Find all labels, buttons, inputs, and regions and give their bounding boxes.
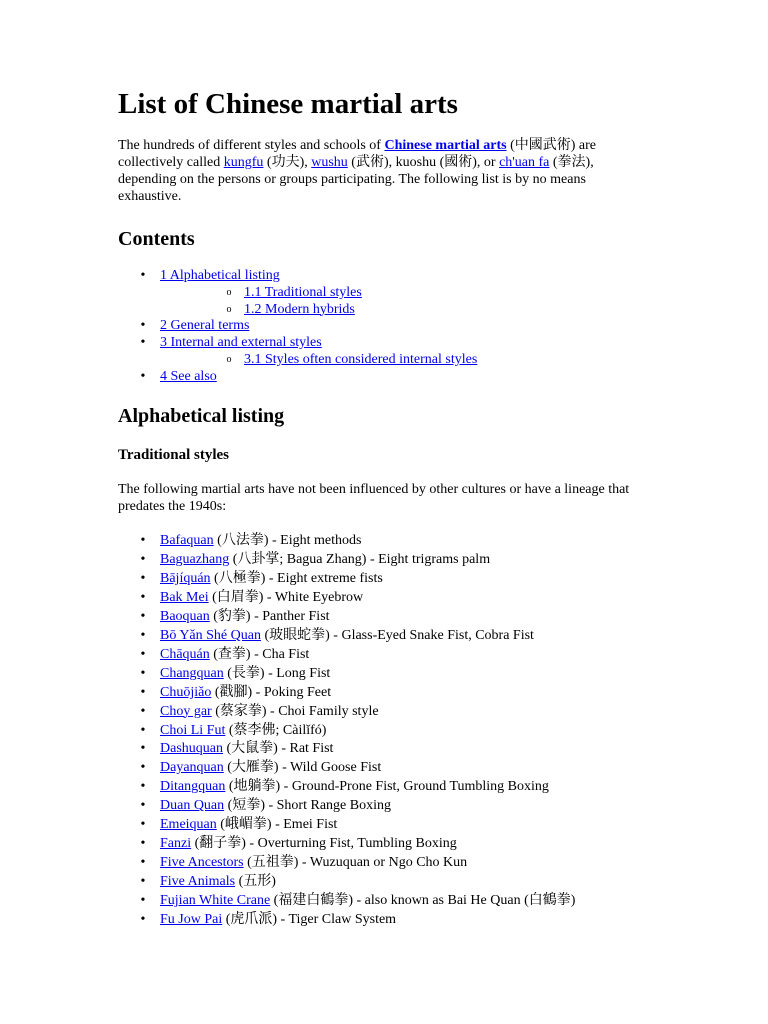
list-item: [118, 911, 575, 930]
list-item: [118, 740, 575, 759]
list-item: [118, 532, 575, 551]
style-link[interactable]: Five Ancestors: [160, 855, 244, 871]
style-link[interactable]: Chāquán: [160, 646, 210, 662]
page-title: List of Chinese martial arts: [118, 88, 458, 120]
list-item: [118, 665, 575, 684]
style-link[interactable]: Dashuquan: [160, 741, 223, 757]
bullet-icon: •: [140, 760, 146, 776]
style-link[interactable]: Bō Yǎn Shé Quan: [160, 627, 261, 643]
styles-list: [118, 532, 575, 930]
bullet-icon: •: [140, 589, 146, 605]
bullet-icon: •: [140, 741, 146, 757]
bullet-icon: •: [140, 684, 146, 700]
list-item: [118, 570, 575, 589]
list-item: [118, 722, 575, 741]
bullet-icon: •: [140, 551, 146, 567]
toc-subitem: [160, 285, 477, 302]
list-item: [118, 759, 575, 778]
circle-bullet-icon: o: [226, 286, 232, 298]
style-description: (大鼠拳) - Rat Fist: [223, 741, 334, 757]
bullet-icon: •: [140, 855, 146, 871]
traditional-intro: The following martial arts have not been influenced by other cultures or have a lineage that predates the 1940s:: [118, 482, 630, 514]
section-heading-alphabetical: Alphabetical listing: [118, 405, 285, 427]
toc-link-see-also[interactable]: 4 See also: [160, 368, 217, 384]
style-link[interactable]: Duan Quan: [160, 798, 225, 814]
style-description: (大雁拳) - Wild Goose Fist: [223, 760, 382, 776]
toc-item: [118, 318, 477, 335]
list-item: [118, 892, 575, 911]
bullet-icon: •: [140, 703, 146, 719]
bullet-icon: •: [140, 817, 146, 833]
toc-sublist: [160, 285, 477, 319]
toc-link-traditional-styles[interactable]: 1.1 Traditional styles: [244, 284, 362, 300]
style-link[interactable]: Bak Mei: [160, 589, 209, 605]
style-description: (五形): [235, 874, 276, 890]
style-description: (地躺拳) - Ground-Prone Fist, Ground Tumbling Boxing: [225, 779, 549, 795]
toc-subitem: [160, 352, 477, 369]
style-description: (白眉拳) - White Eyebrow: [208, 589, 364, 605]
style-description: (八極拳) - Eight extreme fists: [210, 570, 383, 586]
link-wushu[interactable]: wushu: [311, 155, 348, 170]
bullet-icon: •: [140, 912, 146, 928]
list-item: [118, 835, 575, 854]
style-link[interactable]: Ditangquan: [160, 779, 226, 795]
bullet-icon: •: [140, 893, 146, 909]
bullet-icon: •: [140, 627, 146, 643]
intro-text: (功夫),: [263, 155, 312, 170]
style-description: (戳腳) - Poking Feet: [211, 684, 332, 700]
style-description: (查拳) - Cha Fist: [209, 646, 310, 662]
bullet-icon: •: [140, 798, 146, 814]
toc-link-general-terms[interactable]: 2 General terms: [160, 318, 250, 334]
list-item: [118, 608, 575, 627]
bullet-icon: •: [140, 874, 146, 890]
list-item: [118, 551, 575, 570]
toc-subitem: [160, 302, 477, 319]
intro-text: (中國武術) are collectively called: [118, 138, 596, 170]
bullet-icon: •: [140, 779, 146, 795]
circle-bullet-icon: o: [226, 353, 232, 365]
bullet-icon: •: [140, 533, 146, 548]
list-item: [118, 703, 575, 722]
list-item: [118, 646, 575, 665]
list-item: [118, 627, 575, 646]
list-item: [118, 589, 575, 608]
bullet-icon: •: [140, 608, 146, 624]
bullet-icon: •: [140, 268, 146, 283]
bullet-icon: •: [140, 722, 146, 738]
style-link[interactable]: Choi Li Fut: [160, 722, 226, 738]
bullet-icon: •: [140, 570, 146, 586]
list-item: [118, 778, 575, 797]
toc-link-modern-hybrids[interactable]: 1.2 Modern hybrids: [244, 301, 355, 317]
table-of-contents: [118, 268, 477, 386]
link-chuan-fa[interactable]: ch'uan fa: [499, 155, 550, 170]
bullet-icon: •: [140, 335, 146, 351]
style-link[interactable]: Fujian White Crane: [160, 893, 271, 909]
link-chinese-martial-arts[interactable]: Chinese martial arts: [384, 138, 507, 153]
list-item: [118, 797, 575, 816]
toc-item: [118, 369, 477, 386]
style-link[interactable]: Choy gar: [160, 703, 212, 719]
style-link[interactable]: Chuōjiǎo: [160, 684, 212, 700]
style-description: (玻眼蛇拳) - Glass-Eyed Snake Fist, Cobra Fist: [260, 627, 534, 643]
intro-text: (武術), kuoshu (國術), or: [347, 155, 500, 170]
bullet-icon: •: [140, 836, 146, 852]
style-description: (蔡家拳) - Choi Family style: [211, 703, 379, 719]
contents-heading: Contents: [118, 228, 195, 250]
style-description: (八法拳) - Eight methods: [213, 533, 362, 548]
list-item: [118, 684, 575, 703]
style-link[interactable]: Changquan: [160, 665, 224, 681]
style-link[interactable]: Fu Jow Pai: [160, 912, 223, 928]
style-description: (短拳) - Short Range Boxing: [224, 798, 391, 814]
list-item: [118, 873, 575, 892]
bullet-icon: •: [140, 368, 146, 384]
style-description: (豹拳) - Panther Fist: [209, 608, 330, 624]
intro-paragraph: [118, 137, 638, 205]
bullet-icon: •: [140, 665, 146, 681]
toc-link-alphabetical-listing[interactable]: 1 Alphabetical listing: [160, 268, 280, 283]
list-item: [118, 854, 575, 873]
style-description: (五祖拳) - Wuzuquan or Ngo Cho Kun: [243, 855, 468, 871]
toc-sublist: [160, 352, 477, 369]
bullet-icon: •: [140, 646, 146, 662]
style-link[interactable]: Dayanquan: [160, 760, 224, 776]
style-description: (蔡李佛; Càilǐfó): [225, 722, 327, 738]
style-link[interactable]: Emeiquan: [160, 817, 217, 833]
style-link[interactable]: Bājíquán: [160, 570, 211, 586]
style-description: (長拳) - Long Fist: [223, 665, 331, 681]
link-kungfu[interactable]: kungfu: [223, 155, 264, 170]
toc-item: [118, 268, 477, 318]
style-description: (峨嵋拳) - Emei Fist: [216, 817, 338, 833]
toc-link-internal-external-styles[interactable]: 3 Internal and external styles: [160, 335, 322, 351]
style-description: (福建白鶴拳) - also known as Bai He Quan (白鶴拳): [270, 893, 576, 909]
style-description: (虎爪派) - Tiger Claw System: [222, 912, 397, 928]
intro-text: The hundreds of different styles and schools of: [118, 138, 385, 153]
style-link[interactable]: Five Animals: [160, 874, 236, 890]
circle-bullet-icon: o: [226, 303, 232, 315]
intro-text: (拳法), depending on the persons or groups participating. The following list is by no means exhaustive.: [118, 155, 594, 204]
style-description: (翻子拳) - Overturning Fist, Tumbling Boxing: [191, 836, 457, 852]
toc-link-internal-styles[interactable]: 3.1 Styles often considered internal styles: [244, 351, 478, 367]
toc-item: [118, 335, 477, 369]
style-link[interactable]: Baoquan: [160, 608, 210, 624]
list-item: [118, 816, 575, 835]
subsection-heading-traditional: Traditional styles: [118, 447, 229, 463]
style-link[interactable]: Bafaquan: [160, 533, 214, 548]
style-link[interactable]: Fanzi: [160, 836, 192, 852]
style-description: (八卦掌; Bagua Zhang) - Eight trigrams palm: [229, 551, 491, 567]
style-link[interactable]: Baguazhang: [160, 551, 230, 567]
bullet-icon: •: [140, 318, 146, 334]
